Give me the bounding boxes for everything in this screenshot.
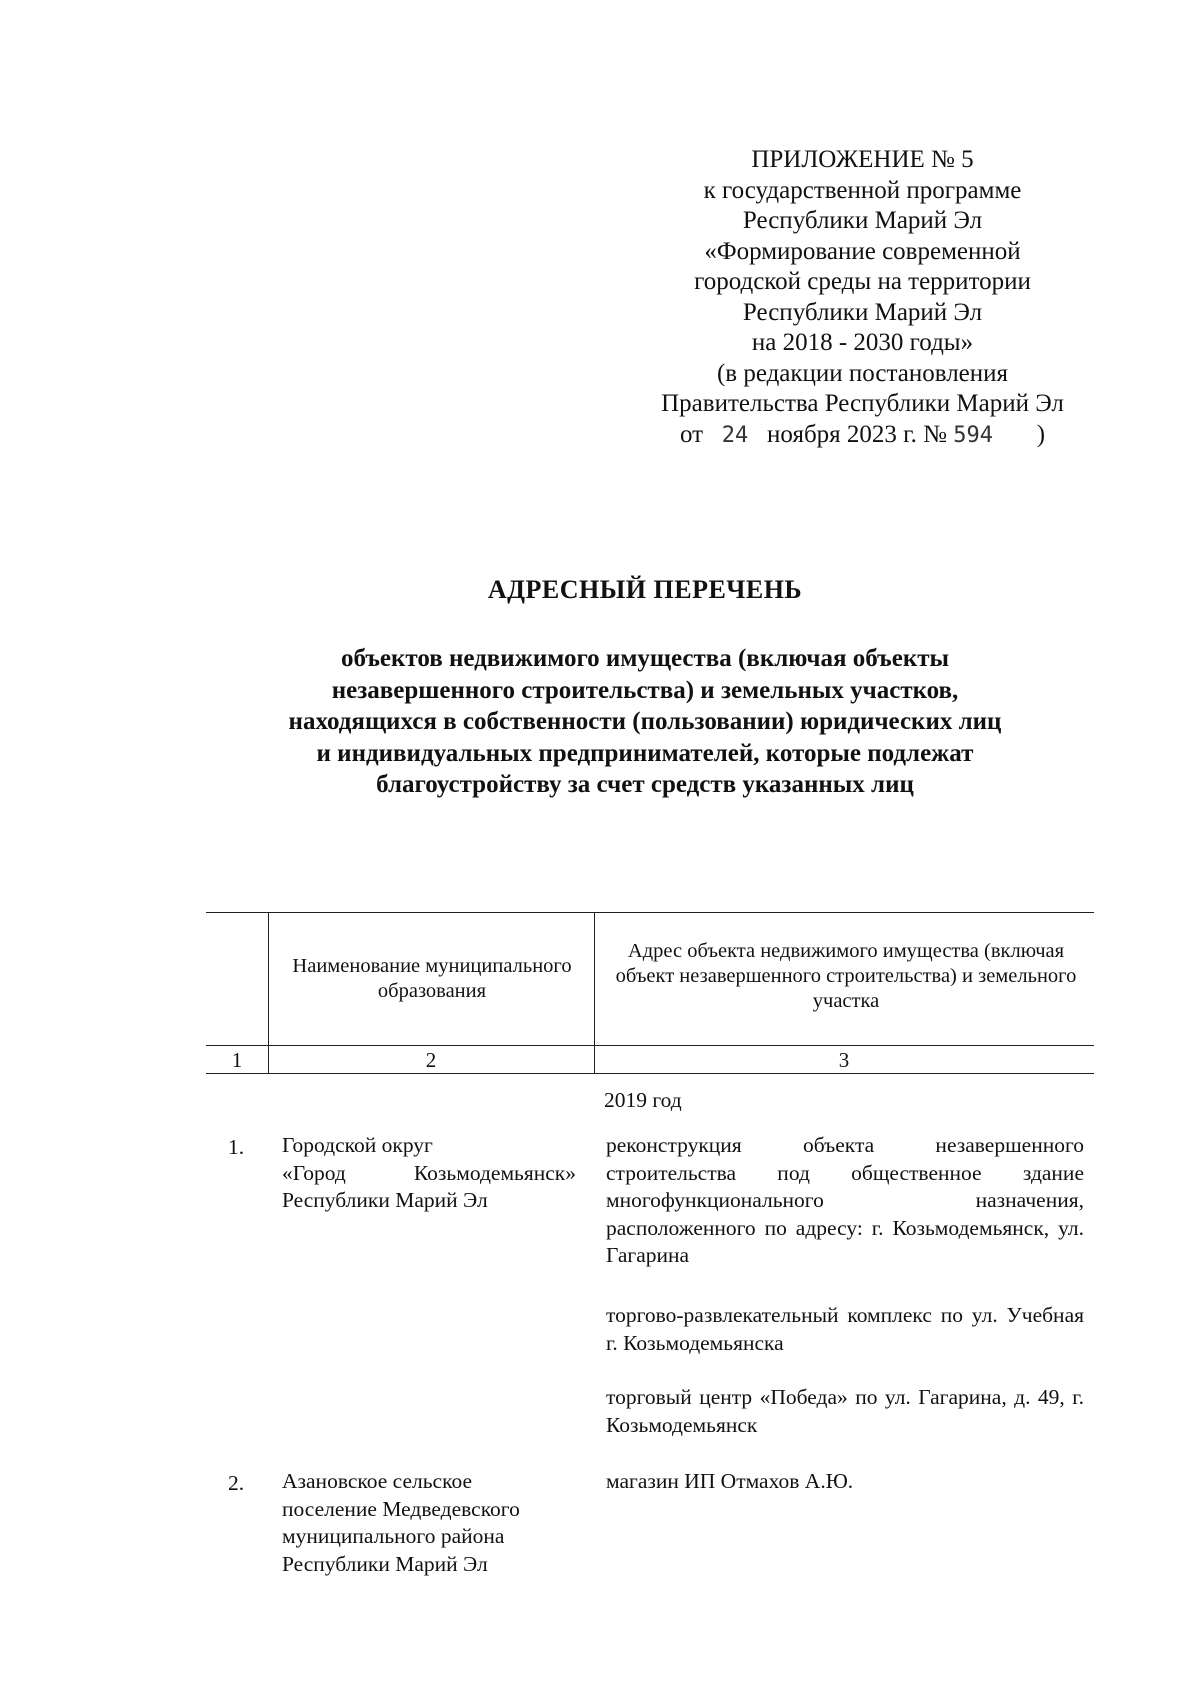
resolution-number: 594	[953, 422, 993, 448]
appendix-block	[630, 145, 1095, 451]
document-title: АДРЕСНЫЙ ПЕРЕЧЕНЬ	[487, 575, 803, 604]
appendix-line: городской среды на территории	[694, 268, 1031, 295]
table-rule-bottom	[206, 1073, 1094, 1074]
appendix-line: на 2018 - 2030 годы»	[751, 329, 974, 356]
table-rule-top	[206, 912, 1094, 913]
municipality-name	[282, 1468, 576, 1578]
municipality-line: поселение Медведевского	[282, 1496, 520, 1521]
subtitle-line: незавершенного строительства) и земельных участков,	[331, 676, 959, 704]
subtitle-line: благоустройству за счет средств указанных лиц	[376, 771, 914, 798]
year-heading: 2019 год	[604, 1088, 682, 1112]
subtitle-line: и индивидуальных предпринимателей, которые подлежат	[316, 739, 974, 767]
appendix-line: к государственной программе	[703, 176, 1022, 204]
resolution-date-line	[630, 420, 1095, 452]
municipality-line: Республики Марий Эл	[282, 1188, 488, 1212]
column-number: 3	[838, 1048, 850, 1072]
appendix-line: ПРИЛОЖЕНИЕ № 5	[751, 146, 974, 173]
appendix-line: «Формирование современной	[704, 237, 1021, 265]
date-day: 24	[721, 422, 749, 448]
document-subtitle	[200, 643, 1090, 801]
municipality-line: «Город Козьмодемьянск»	[282, 1160, 576, 1185]
header-address: Адрес объекта недвижимого имущества (включая объект незавершенного строительства) и земельного участка	[615, 940, 1077, 1012]
subtitle-line: находящихся в собственности (пользовании) юридических лиц	[288, 708, 1002, 735]
appendix-line: Республики Марий Эл	[742, 207, 983, 234]
subtitle-line: объектов недвижимого имущества (включая объекты	[340, 645, 950, 672]
column-number: 1	[231, 1048, 243, 1072]
municipality-name	[282, 1132, 576, 1215]
address-entry: магазин ИП Отмахов А.Ю.	[606, 1469, 854, 1493]
appendix-line: Республики Марий Эл	[742, 298, 983, 326]
column-number: 2	[425, 1048, 437, 1072]
date-middle: ноября 2023 г. №	[767, 420, 947, 448]
date-prefix: от	[679, 420, 704, 448]
municipality-line: Азановское сельское	[282, 1469, 473, 1493]
municipality-line: муниципального района	[282, 1524, 505, 1548]
municipality-line: Городской округ	[282, 1133, 433, 1157]
row-number: 2.	[228, 1471, 245, 1495]
row-number: 1.	[228, 1135, 245, 1159]
table-rule-middle	[206, 1045, 1094, 1046]
appendix-line: Правительства Республики Марий Эл	[661, 390, 1064, 417]
appendix-line: (в редакции постановления	[716, 359, 1009, 387]
address-entry: реконструкция объекта незавершенного строительства под общественное здание многофункционального назначения, расположенного по адресу: г. Козьмодемьянск, ул. Гагарина	[606, 1133, 1084, 1267]
date-close: )	[1036, 420, 1046, 448]
address-entry: торгово-развлекательный комплекс по ул. Учебная г. Козьмодемьянска	[606, 1303, 1084, 1355]
municipality-line: Республики Марий Эл	[282, 1551, 488, 1576]
header-municipality: Наименование муниципального образования	[292, 955, 572, 1002]
address-entry: торговый центр «Победа» по ул. Гагарина, д. 49, г. Козьмодемьянск	[606, 1385, 1084, 1437]
